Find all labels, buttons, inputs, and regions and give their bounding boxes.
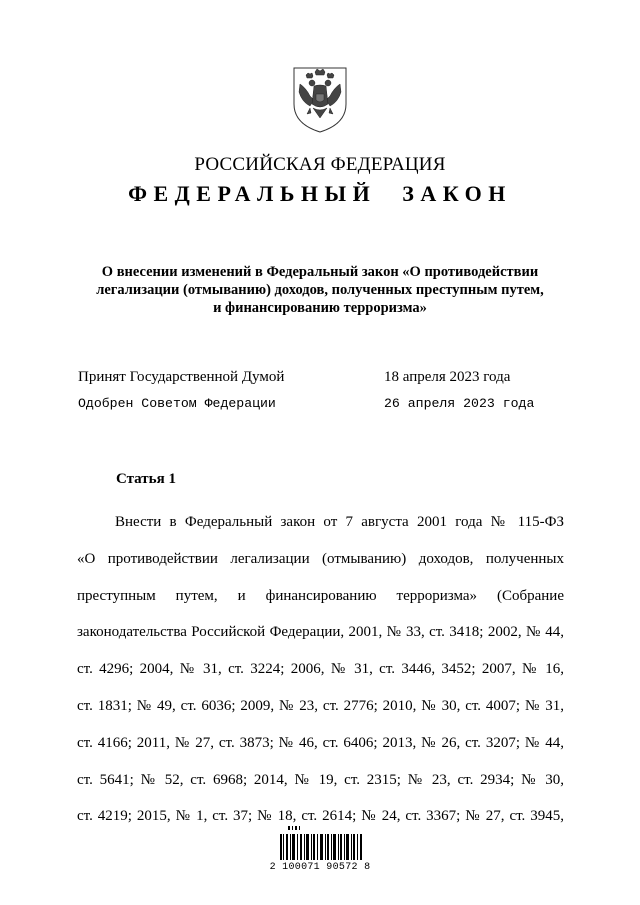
country-name: РОССИЙСКАЯ ФЕДЕРАЦИЯ [194,154,446,175]
body-line: «О противодействии легализации (отмыванию) доходов, полученных [77,550,564,567]
body-line: ст. 1831; № 49, ст. 6036; 2009, № 23, ст. 2776; 2010, № 30, ст. 4007; № 31, [77,697,564,714]
adoption-date: 18 апреля 2023 года [384,369,511,385]
law-title-line: и финансированию терроризма» [213,300,427,316]
adoption-label: Принят Государственной Думой [78,369,285,385]
body-line: Внести в Федеральный закон от 7 августа 2001 года № 115-ФЗ [115,514,564,530]
body-line: ст. 4219; 2015, № 1, ст. 37; № 18, ст. 2614; № 24, ст. 3367; № 27, ст. 3945, [77,808,564,825]
article-heading: Статья 1 [116,471,176,487]
adoption-label: Одобрен Советом Федерации [78,396,276,411]
document-type: ФЕДЕРАЛЬНЫЙ ЗАКОН [128,181,512,206]
body-line: ст. 4166; 2011, № 27, ст. 3873; № 46, ст. 6406; 2013, № 26, ст. 3207; № 44, [77,734,564,751]
body-line: законодательства Российской Федерации, 2001, № 33, ст. 3418; 2002, № 44, [77,624,564,641]
barcode-number: 2 100071 90572 8 [269,862,371,873]
body-line: ст. 4296; 2004, № 31, ст. 3224; 2006, № 31, ст. 3446, 3452; 2007, № 16, [77,661,564,678]
law-title-line: О внесении изменений в Федеральный закон «О противодействии [101,264,539,280]
law-title-line: легализации (отмыванию) доходов, полученных преступным путем, [96,282,544,298]
law-title [80,263,560,317]
coat-of-arms-icon [286,58,354,134]
body-line: преступным путем, и финансированию терроризма» (Собрание [77,587,564,604]
adoption-date: 26 апреля 2023 года [384,396,535,411]
body-line: ст. 5641; № 52, ст. 6968; 2014, № 19, ст. 2315; № 23, ст. 2934; № 30, [77,771,564,788]
article-body [77,504,564,835]
